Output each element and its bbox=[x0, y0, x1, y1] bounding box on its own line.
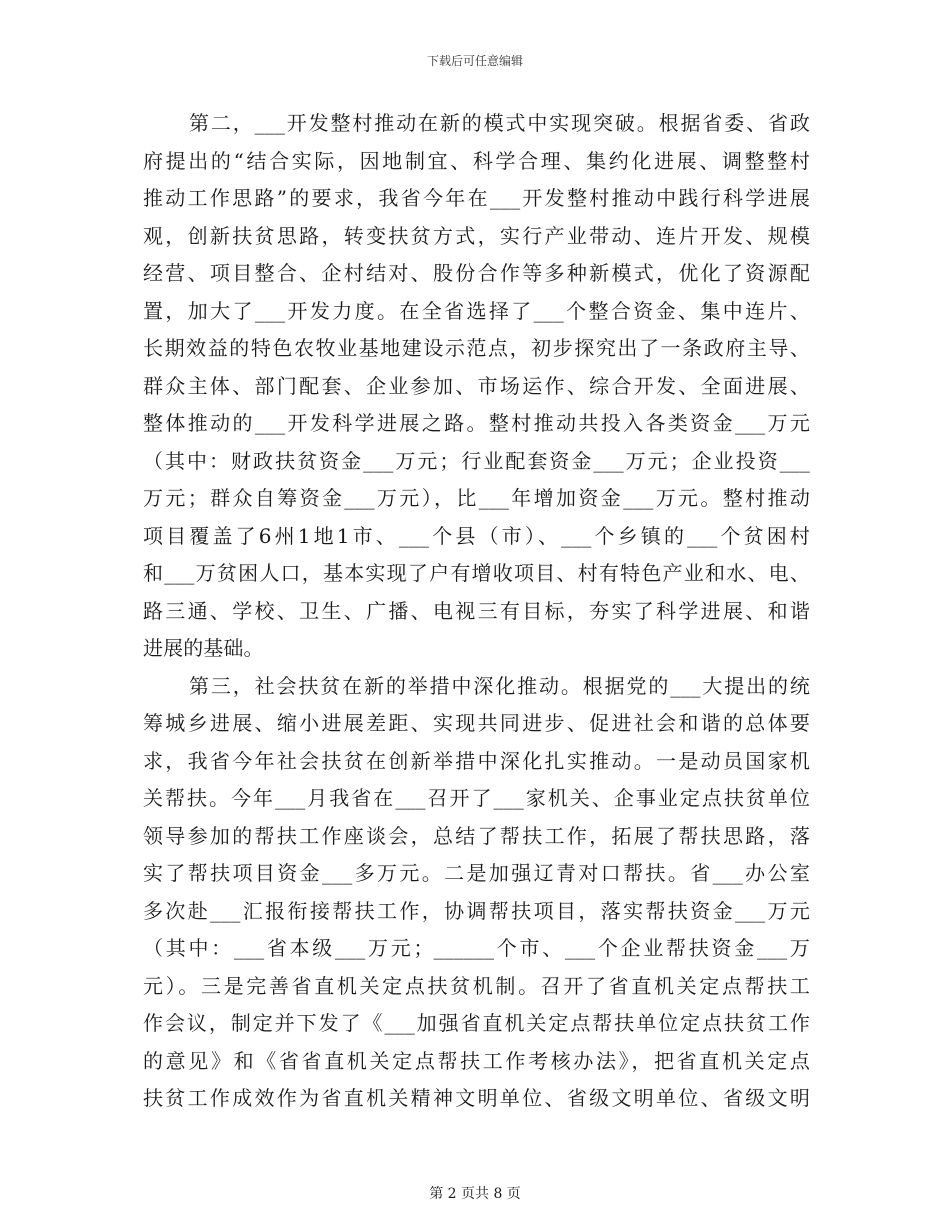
page-header: 下载后可任意编辑 bbox=[426, 54, 523, 68]
text-line: 长期效益的特色农牧业基地建设示范点，初步探究出了一条政府主导、 bbox=[143, 336, 810, 360]
text-line: 推动工作思路”的要求，我省今年在___开发整村推动中践行科学进展 bbox=[143, 186, 810, 210]
text-line: 的意见》和《省省直机关定点帮扶工作考核办法》，把省直机关定点 bbox=[143, 1048, 810, 1073]
text-line: 经营、项目整合、企村结对、股份合作等多种新模式，优化了资源配 bbox=[143, 261, 810, 285]
text-line: 第三，社会扶贫在新的举措中深化推动。根据党的___大提出的统 bbox=[189, 673, 810, 698]
text-line: 多次赴___汇报衔接帮扶工作，协调帮扶项目，落实帮扶资金___万元 bbox=[143, 898, 810, 923]
text-line: （其中：___省本级___万元；______个市、___个企业帮扶资金___万 bbox=[143, 936, 810, 960]
text-line: 进展的基础。 bbox=[143, 636, 264, 660]
text-line: 领导参加的帮扶工作座谈会，总结了帮扶工作，拓展了帮扶思路，落 bbox=[143, 823, 810, 848]
text-line: 元）。三是完善省直机关定点扶贫机制。召开了省直机关定点帮扶工 bbox=[143, 973, 810, 998]
paragraph-second bbox=[143, 105, 810, 668]
text-line: 观，创新扶贫思路，转变扶贫方式，实行产业带动、连片开发、规模 bbox=[143, 223, 810, 248]
text-line: 求，我省今年社会扶贫在创新举措中深化扎实推动。一是动员国家机 bbox=[143, 748, 810, 773]
text-line: 实了帮扶项目资金___多万元。二是加强辽青对口帮扶。省___办公室 bbox=[143, 861, 810, 885]
text-line: 筹城乡进展、缩小进展差距、实现共同进步、促进社会和谐的总体要 bbox=[143, 711, 810, 735]
text-line: 第二，___开发整村推动在新的模式中实现突破。根据省委、省政 bbox=[189, 111, 810, 135]
text-line: 万元；群众自筹资金___万元），比___年增加资金___万元。整村推动 bbox=[143, 486, 810, 510]
text-line: 关帮扶。今年___月我省在___召开了___家机关、企事业定点扶贫单位 bbox=[143, 786, 810, 810]
text-line: 群众主体、部门配套、企业参加、市场运作、综合开发、全面进展、 bbox=[143, 373, 810, 398]
text-line: 作会议，制定并下发了《___加强省直机关定点帮扶单位定点扶贫工作 bbox=[143, 1011, 810, 1035]
text-line: （其中：财政扶贫资金___万元；行业配套资金___万元；企业投资___ bbox=[143, 448, 810, 473]
text-line: 路三通、学校、卫生、广播、电视三有目标，夯实了科学进展、和谐 bbox=[143, 598, 810, 623]
document-body bbox=[143, 105, 810, 1118]
text-line: 整体推动的___开发科学进展之路。整村推动共投入各类资金___万元 bbox=[143, 411, 810, 435]
text-line: 府提出的“结合实际，因地制宜、科学合理、集约化进展、调整整村 bbox=[143, 148, 810, 173]
page-number: 第 2 页共 8 页 bbox=[429, 1186, 521, 1202]
text-line: 置，加大了___开发力度。在全省选择了___个整合资金、集中连片、 bbox=[143, 298, 810, 323]
text-line: 扶贫工作成效作为省直机关精神文明单位、省级文明单位、省级文明 bbox=[143, 1086, 810, 1110]
text-line: 和___万贫困人口，基本实现了户有增收项目、村有特色产业和水、电、 bbox=[143, 561, 810, 585]
paragraph-third bbox=[143, 668, 810, 1118]
text-line: 项目覆盖了6州1地1市、___个县（市）、___个乡镇的___个贫困村 bbox=[143, 523, 810, 548]
